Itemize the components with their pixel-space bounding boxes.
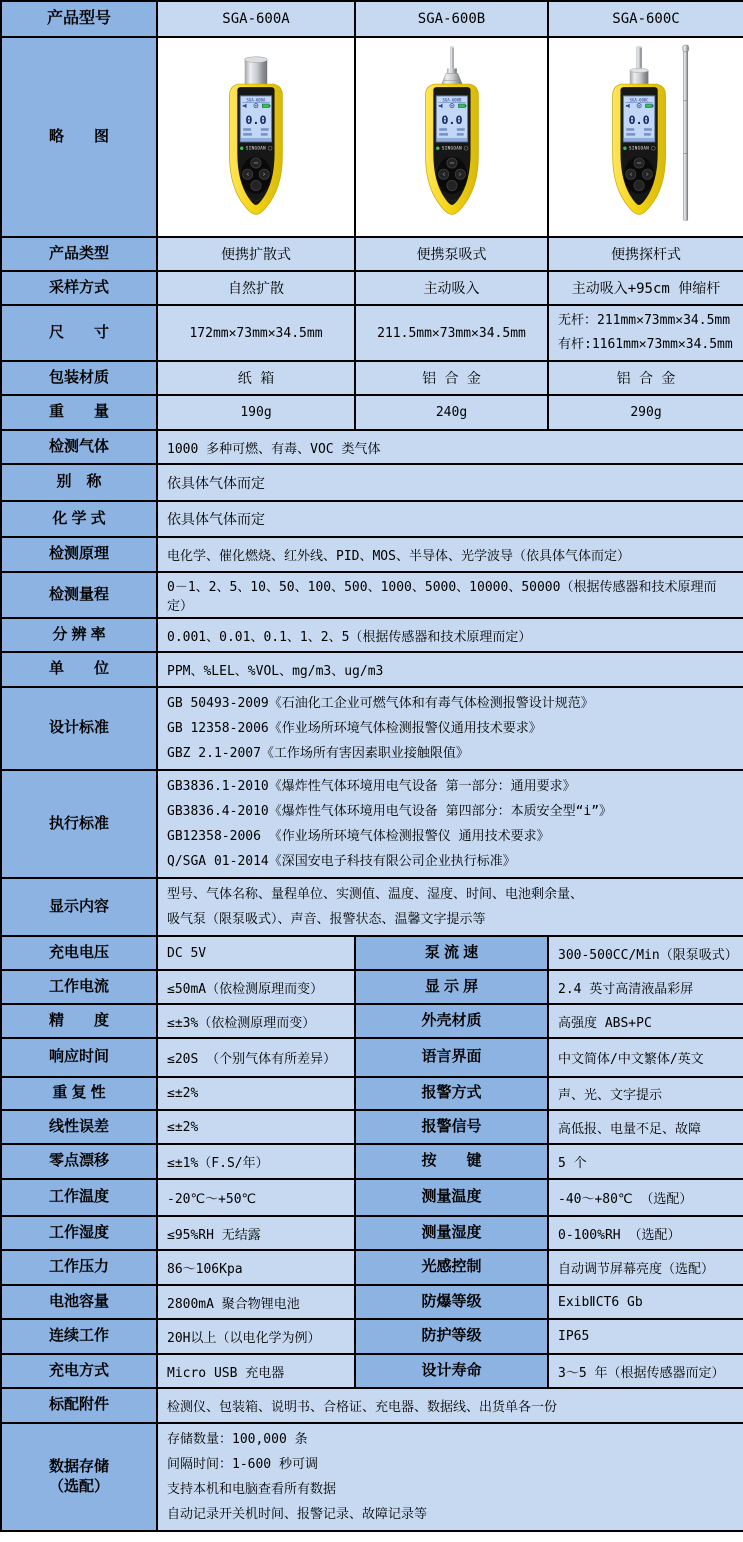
dimensions-b: 211.5mm✕73mm✕34.5mm <box>355 305 548 361</box>
label-shell-material: 外壳材质 <box>355 1004 548 1038</box>
design-standard-line: GB 50493-2009《石油化工企业可燃气体和有毒气体检测报警设计规范》 <box>167 696 594 711</box>
execution-standard-line: GB12358-2006 《作业场所环境气体检测报警仪 通用技术要求》 <box>167 829 550 844</box>
label-display-content: 显示内容 <box>1 878 157 936</box>
display-content-line: 吸气泵（限泵吸式）、声音、报警状态、温馨文字提示等 <box>167 912 486 927</box>
execution-standard-line: GB3836.4-2010《爆炸性气体环境用电气设备 第四部分：本质安全型“i”》 <box>167 804 613 819</box>
zero-drift-value: ≤±1%（F.S/年） <box>157 1144 355 1179</box>
chemical-formula-value: 依具体气体而定 <box>157 501 743 537</box>
pump-probe <box>441 46 463 85</box>
packaging-b: 铝 合 金 <box>355 361 548 395</box>
label-sampling-method: 采样方式 <box>1 271 157 305</box>
measuring-humidity-value: 0-100%RH （选配） <box>548 1216 743 1250</box>
design-standard-line: GB 12358-2006《作业场所环境气体检测报警仪通用技术要求》 <box>167 721 542 736</box>
lcd-screen <box>436 96 467 142</box>
lcd-screen <box>623 96 654 142</box>
label-design-standard: 设计标准 <box>1 687 157 770</box>
label-product-type: 产品类型 <box>1 237 157 271</box>
label-measuring-temperature: 测量温度 <box>355 1179 548 1216</box>
photo-cell-sga-600c <box>548 37 743 237</box>
charging-voltage-value: DC 5V <box>157 936 355 970</box>
battery-icon <box>646 104 654 108</box>
dimensions-c-no-rod: 无杆：211mm✕73mm✕34.5mm <box>558 313 731 328</box>
label-standard-accessories: 标配附件 <box>1 1388 157 1423</box>
label-response-time: 响应时间 <box>1 1038 157 1077</box>
sampling-b: 主动吸入 <box>355 271 548 305</box>
label-continuous-working: 连续工作 <box>1 1319 157 1354</box>
explosion-proof-grade-value: ExibⅡCT6 Gb <box>548 1285 743 1319</box>
alarm-mode-value: 声、光、文字提示 <box>548 1077 743 1110</box>
working-temperature-value: -20℃～+50℃ <box>157 1179 355 1216</box>
charging-method-value: Micro USB 充电器 <box>157 1354 355 1388</box>
label-working-current: 工作电流 <box>1 970 157 1004</box>
sampling-c: 主动吸入+95cm 伸缩杆 <box>548 271 743 305</box>
resolution-value: 0.001、0.01、0.1、1、2、5（根据传感器和技术原理而定） <box>157 618 743 652</box>
label-dimensions: 尺 寸 <box>1 305 157 361</box>
cap-cylinder <box>245 57 268 85</box>
button-cluster <box>624 157 654 194</box>
buttons-value: 5 个 <box>548 1144 743 1179</box>
battery-capacity-value: 2800mA 聚合物锂电池 <box>157 1285 355 1319</box>
accuracy-value: ≤±3%（依检测原理而变） <box>157 1004 355 1038</box>
device-image-sga-600b-pump <box>403 44 501 230</box>
light-control-value: 自动调节屏幕亮度（选配） <box>548 1250 743 1285</box>
weight-a: 190g <box>157 395 355 430</box>
button-cluster <box>241 157 271 194</box>
label-linearity-error: 线性误差 <box>1 1110 157 1144</box>
data-storage-line: 存储数量：100,000 条 <box>167 1432 308 1447</box>
sampling-a: 自然扩散 <box>157 271 355 305</box>
language-ui-value: 中文简体/中文繁体/英文 <box>548 1038 743 1077</box>
label-charging-voltage: 充电电压 <box>1 936 157 970</box>
label-weight: 重 量 <box>1 395 157 430</box>
status-led <box>623 146 627 150</box>
photo-cell-sga-600a <box>157 37 355 237</box>
model-sga-600a: SGA-600A <box>157 1 355 37</box>
execution-standard-value <box>157 770 743 878</box>
dimensions-a: 172mm✕73mm✕34.5mm <box>157 305 355 361</box>
detection-range-value: 0－1、2、5、10、50、100、500、1000、5000、10000、50000（根据传感器和技术原理而定） <box>157 572 743 618</box>
device-image-sga-600c-probe <box>597 44 695 230</box>
label-detectable-gases: 检测气体 <box>1 430 157 464</box>
data-storage-line: 自动记录开关机时间、报警记录、故障记录等 <box>167 1507 428 1522</box>
pump-flow-rate-value: 300-500CC/Min（限泵吸式） <box>548 936 743 970</box>
screen-model-text: SGA-600A <box>246 97 266 103</box>
label-unit: 单 位 <box>1 652 157 687</box>
model-sga-600c: SGA-600C <box>548 1 743 37</box>
display-content-line: 型号、气体名称、量程单位、实测值、温度、湿度、时间、电池剩余量、 <box>167 887 584 902</box>
data-storage-line: 间隔时间：1-600 秒可调 <box>167 1457 318 1472</box>
label-detection-range: 检测量程 <box>1 572 157 618</box>
working-pressure-value: 86～106Kpa <box>157 1250 355 1285</box>
label-light-control: 光感控制 <box>355 1250 548 1285</box>
device-image-sga-600a-diffusion <box>207 44 305 230</box>
shell-material-value: 高强度 ABS+PC <box>548 1004 743 1038</box>
alarm-signal-value: 高低报、电量不足、故障 <box>548 1110 743 1144</box>
dimensions-c <box>548 305 743 361</box>
label-product-model: 产品型号 <box>1 1 157 37</box>
lcd-screen <box>240 96 271 142</box>
screen-model-text: SGA-600B <box>442 97 461 103</box>
telescopic-rod <box>683 45 689 220</box>
label-sketch: 略 图 <box>1 37 157 237</box>
label-resolution: 分 辨 率 <box>1 618 157 652</box>
brand-text: SINGOAN <box>441 145 462 151</box>
product-type-a: 便携扩散式 <box>157 237 355 271</box>
data-storage-line: 支持本机和电脑查看所有数据 <box>167 1482 337 1497</box>
display-content-value <box>157 878 743 936</box>
packaging-c: 铝 合 金 <box>548 361 743 395</box>
brand-text: SINGOAN <box>245 145 267 151</box>
detection-principle-value: 电化学、催化燃烧、红外线、PID、MOS、半导体、光学波导（依具体气体而定） <box>157 537 743 572</box>
dimensions-c-with-rod: 有杆:1161mm✕73mm✕34.5mm <box>558 337 733 352</box>
brand-text: SINGOAN <box>629 145 650 151</box>
label-detection-principle: 检测原理 <box>1 537 157 572</box>
label-accuracy: 精 度 <box>1 1004 157 1038</box>
weight-c: 290g <box>548 395 743 430</box>
weight-b: 240g <box>355 395 548 430</box>
battery-icon <box>262 104 270 108</box>
design-standard-line: GBZ 2.1-2007《工作场所有害因素职业接触限值》 <box>167 746 469 761</box>
display-screen-value: 2.4 英寸高清液晶彩屏 <box>548 970 743 1004</box>
screen-reading: 0.0 <box>440 112 463 127</box>
standard-accessories-value: 检测仪、包装箱、说明书、合格证、充电器、数据线、出货单各一份 <box>157 1388 743 1423</box>
label-language-ui: 语言界面 <box>355 1038 548 1077</box>
execution-standard-line: Q/SGA 01-2014《深国安电子科技有限公司企业执行标准》 <box>167 854 516 869</box>
label-charging-method: 充电方式 <box>1 1354 157 1388</box>
label-display-screen: 显 示 屏 <box>355 970 548 1004</box>
working-current-value: ≤50mA（依检测原理而变） <box>157 970 355 1004</box>
continuous-working-value: 20H以上（以电化学为例） <box>157 1319 355 1354</box>
product-type-b: 便携泵吸式 <box>355 237 548 271</box>
label-chemical-formula: 化 学 式 <box>1 501 157 537</box>
unit-value: PPM、%LEL、%VOL、mg/m3、ug/m3 <box>157 652 743 687</box>
product-type-c: 便携探杆式 <box>548 237 743 271</box>
execution-standard-line: GB3836.1-2010《爆炸性气体环境用电气设备 第一部分：通用要求》 <box>167 779 576 794</box>
data-storage-label-line2: （选配） <box>48 1478 109 1495</box>
battery-icon <box>458 104 466 108</box>
model-sga-600b: SGA-600B <box>355 1 548 37</box>
data-storage-label-line1: 数据存储 <box>48 1457 109 1475</box>
packaging-a: 纸 箱 <box>157 361 355 395</box>
data-storage-value <box>157 1423 743 1531</box>
screen-reading: 0.0 <box>245 112 267 127</box>
design-life-value: 3～5 年（根据传感器而定） <box>548 1354 743 1388</box>
label-protection-grade: 防护等级 <box>355 1319 548 1354</box>
protection-grade-value: IP65 <box>548 1319 743 1354</box>
design-standard-value <box>157 687 743 770</box>
label-zero-drift: 零点漂移 <box>1 1144 157 1179</box>
label-repeatability: 重 复 性 <box>1 1077 157 1110</box>
probe-inlet <box>630 46 649 85</box>
label-measuring-humidity: 测量湿度 <box>355 1216 548 1250</box>
response-time-value: ≤20S （个别气体有所差异） <box>157 1038 355 1077</box>
label-explosion-proof-grade: 防爆等级 <box>355 1285 548 1319</box>
label-pump-flow-rate: 泵 流 速 <box>355 936 548 970</box>
status-led <box>240 146 244 150</box>
label-design-life: 设计寿命 <box>355 1354 548 1388</box>
linearity-error-value: ≤±2% <box>157 1110 355 1144</box>
measuring-temperature-value: -40～+80℃ （选配） <box>548 1179 743 1216</box>
label-buttons: 按 键 <box>355 1144 548 1179</box>
working-humidity-value: ≤95%RH 无结露 <box>157 1216 355 1250</box>
label-battery-capacity: 电池容量 <box>1 1285 157 1319</box>
screen-model-text: SGA-600C <box>629 97 649 103</box>
label-data-storage <box>1 1423 157 1531</box>
label-alias: 别 称 <box>1 464 157 501</box>
label-execution-standard: 执行标准 <box>1 770 157 878</box>
label-working-pressure: 工作压力 <box>1 1250 157 1285</box>
screen-reading: 0.0 <box>628 112 650 127</box>
photo-cell-sga-600b <box>355 37 548 237</box>
status-led <box>436 146 440 150</box>
button-cluster <box>436 157 466 194</box>
label-alarm-mode: 报警方式 <box>355 1077 548 1110</box>
detectable-gases-value: 1000 多种可燃、有毒、VOC 类气体 <box>157 430 743 464</box>
label-packaging-material: 包装材质 <box>1 361 157 395</box>
label-working-temperature: 工作温度 <box>1 1179 157 1216</box>
label-working-humidity: 工作湿度 <box>1 1216 157 1250</box>
repeatability-value: ≤±2% <box>157 1077 355 1110</box>
label-alarm-signal: 报警信号 <box>355 1110 548 1144</box>
alias-value: 依具体气体而定 <box>157 464 743 501</box>
